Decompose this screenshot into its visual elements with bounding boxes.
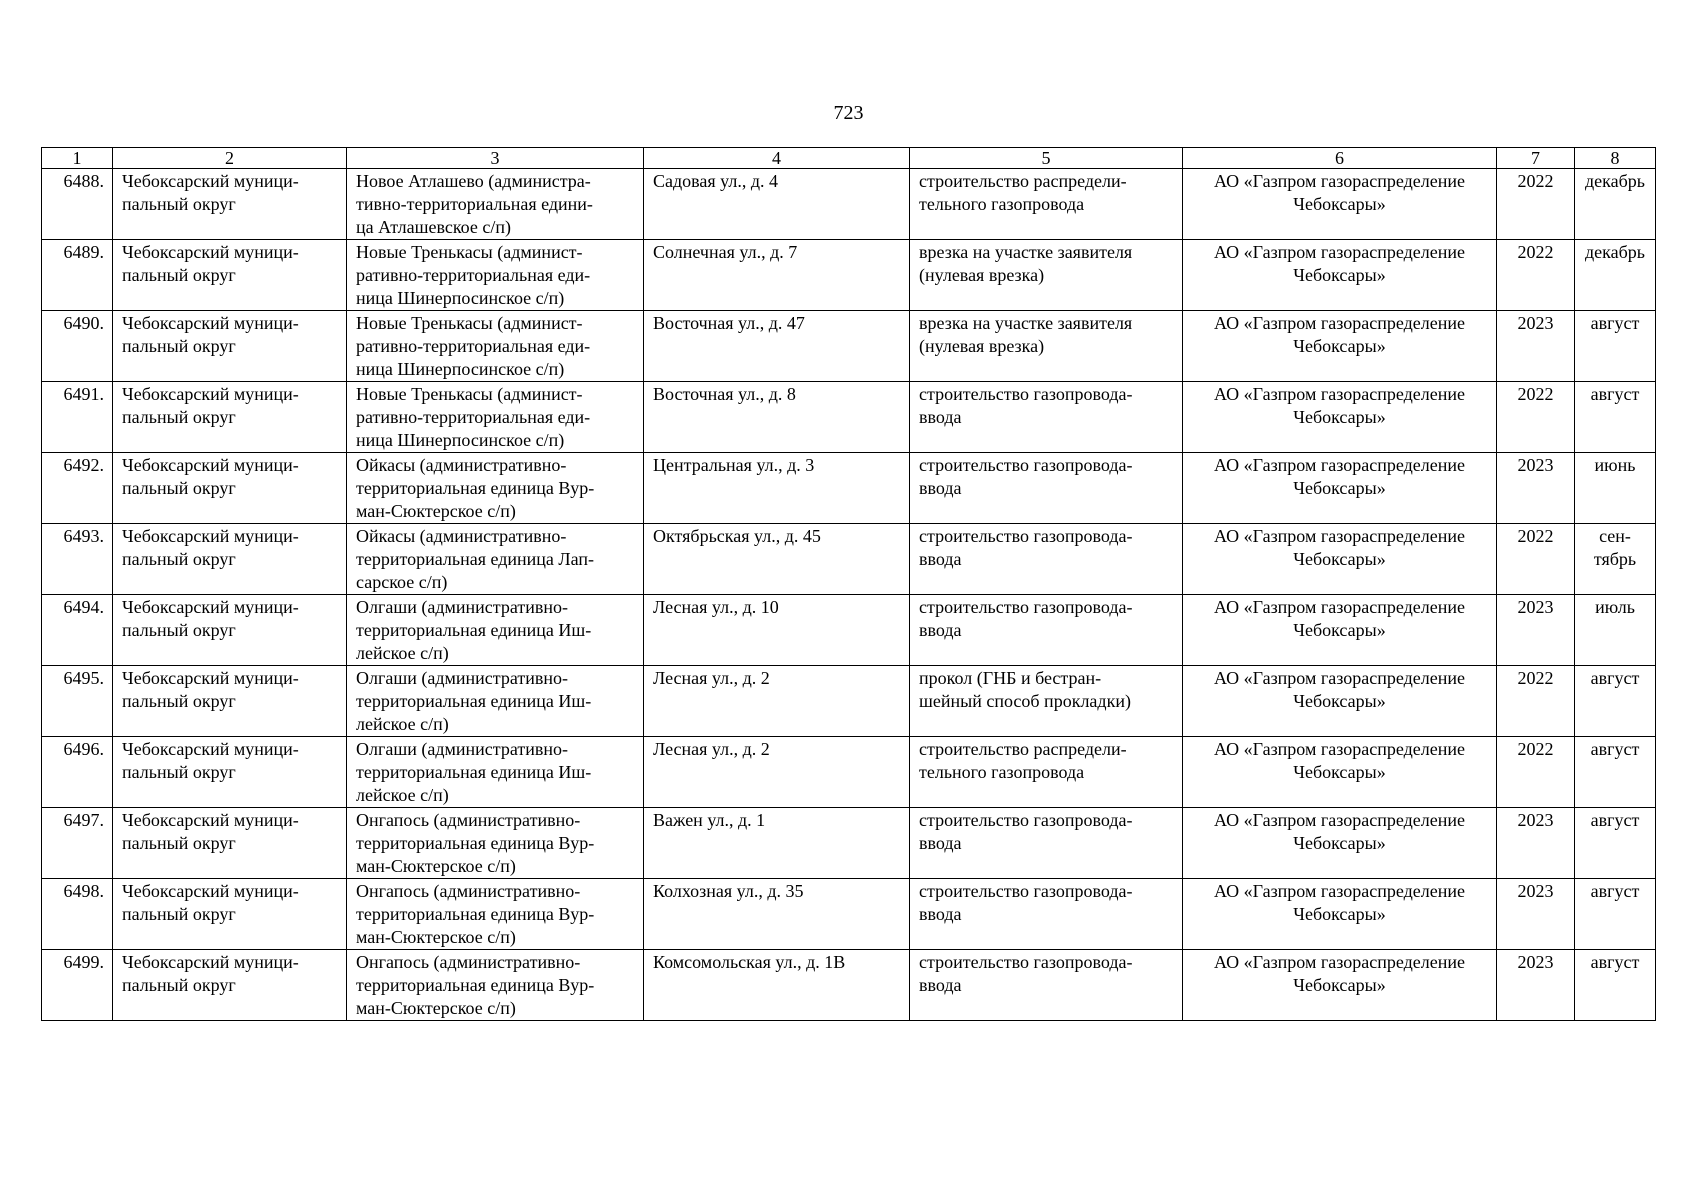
organization-cell: АО «Газпром газораспределение Чебоксары»	[1183, 240, 1497, 311]
works-table	[41, 147, 1656, 1021]
address-cell: Лесная ул., д. 2	[644, 737, 910, 808]
row-number-cell: 6490.	[42, 311, 113, 382]
column-header: 6	[1183, 148, 1497, 169]
year-cell: 2022	[1497, 524, 1575, 595]
table-row	[42, 595, 1656, 666]
organization-cell: АО «Газпром газораспределение Чебоксары»	[1183, 169, 1497, 240]
organization-cell: АО «Газпром газораспределение Чебоксары»	[1183, 453, 1497, 524]
month-cell: август	[1575, 879, 1656, 950]
settlement-cell: Онгапось (административно- территориальная единица Вур- ман-Сюктерское с/п)	[347, 879, 644, 950]
month-cell: август	[1575, 382, 1656, 453]
month-cell: сен- тябрь	[1575, 524, 1656, 595]
work-type-cell: прокол (ГНБ и бестран- шейный способ прокладки)	[910, 666, 1183, 737]
month-cell: август	[1575, 311, 1656, 382]
address-cell: Комсомольская ул., д. 1В	[644, 950, 910, 1021]
table-row	[42, 240, 1656, 311]
month-cell: август	[1575, 950, 1656, 1021]
work-type-cell: строительство газопровода- ввода	[910, 382, 1183, 453]
table-row	[42, 311, 1656, 382]
year-cell: 2023	[1497, 311, 1575, 382]
settlement-cell: Олгаши (административно- территориальная единица Иш- лейское с/п)	[347, 737, 644, 808]
row-number-cell: 6496.	[42, 737, 113, 808]
organization-cell: АО «Газпром газораспределение Чебоксары»	[1183, 595, 1497, 666]
address-cell: Восточная ул., д. 47	[644, 311, 910, 382]
organization-cell: АО «Газпром газораспределение Чебоксары»	[1183, 666, 1497, 737]
work-type-cell: строительство газопровода- ввода	[910, 950, 1183, 1021]
month-cell: август	[1575, 737, 1656, 808]
organization-cell: АО «Газпром газораспределение Чебоксары»	[1183, 311, 1497, 382]
settlement-cell: Новые Тренькасы (админист- ративно-территориальная еди- ница Шинерпосинское с/п)	[347, 382, 644, 453]
header-row	[42, 148, 1656, 169]
address-cell: Центральная ул., д. 3	[644, 453, 910, 524]
month-cell: август	[1575, 808, 1656, 879]
settlement-cell: Олгаши (административно- территориальная единица Иш- лейское с/п)	[347, 666, 644, 737]
municipality-cell: Чебоксарский муници- пальный округ	[113, 524, 347, 595]
municipality-cell: Чебоксарский муници- пальный округ	[113, 737, 347, 808]
address-cell: Садовая ул., д. 4	[644, 169, 910, 240]
year-cell: 2023	[1497, 808, 1575, 879]
page-number: 723	[833, 102, 864, 124]
column-header: 5	[910, 148, 1183, 169]
row-number-cell: 6497.	[42, 808, 113, 879]
table-row	[42, 879, 1656, 950]
column-header: 7	[1497, 148, 1575, 169]
row-number-cell: 6493.	[42, 524, 113, 595]
row-number-cell: 6495.	[42, 666, 113, 737]
municipality-cell: Чебоксарский муници- пальный округ	[113, 382, 347, 453]
month-cell: август	[1575, 666, 1656, 737]
row-number-cell: 6498.	[42, 879, 113, 950]
year-cell: 2023	[1497, 453, 1575, 524]
table-row	[42, 808, 1656, 879]
month-cell: июль	[1575, 595, 1656, 666]
municipality-cell: Чебоксарский муници- пальный округ	[113, 950, 347, 1021]
organization-cell: АО «Газпром газораспределение Чебоксары»	[1183, 524, 1497, 595]
settlement-cell: Новое Атлашево (администра- тивно-территориальная едини- ца Атлашевское с/п)	[347, 169, 644, 240]
table-row	[42, 169, 1656, 240]
address-cell: Важен ул., д. 1	[644, 808, 910, 879]
work-type-cell: строительство газопровода- ввода	[910, 524, 1183, 595]
municipality-cell: Чебоксарский муници- пальный округ	[113, 240, 347, 311]
organization-cell: АО «Газпром газораспределение Чебоксары»	[1183, 808, 1497, 879]
month-cell: декабрь	[1575, 240, 1656, 311]
month-cell: июнь	[1575, 453, 1656, 524]
address-cell: Лесная ул., д. 2	[644, 666, 910, 737]
work-type-cell: врезка на участке заявителя (нулевая врезка)	[910, 311, 1183, 382]
year-cell: 2022	[1497, 737, 1575, 808]
year-cell: 2023	[1497, 595, 1575, 666]
column-header: 3	[347, 148, 644, 169]
work-type-cell: строительство распредели- тельного газопровода	[910, 737, 1183, 808]
address-cell: Восточная ул., д. 8	[644, 382, 910, 453]
organization-cell: АО «Газпром газораспределение Чебоксары»	[1183, 382, 1497, 453]
month-cell: декабрь	[1575, 169, 1656, 240]
table-body	[42, 169, 1656, 1021]
row-number-cell: 6489.	[42, 240, 113, 311]
municipality-cell: Чебоксарский муници- пальный округ	[113, 311, 347, 382]
work-type-cell: строительство газопровода- ввода	[910, 595, 1183, 666]
organization-cell: АО «Газпром газораспределение Чебоксары»	[1183, 950, 1497, 1021]
settlement-cell: Ойкасы (административно- территориальная единица Лап- сарское с/п)	[347, 524, 644, 595]
organization-cell: АО «Газпром газораспределение Чебоксары»	[1183, 737, 1497, 808]
settlement-cell: Онгапось (административно- территориальная единица Вур- ман-Сюктерское с/п)	[347, 808, 644, 879]
table-row	[42, 950, 1656, 1021]
row-number-cell: 6494.	[42, 595, 113, 666]
year-cell: 2022	[1497, 169, 1575, 240]
year-cell: 2023	[1497, 950, 1575, 1021]
work-type-cell: врезка на участке заявителя (нулевая врезка)	[910, 240, 1183, 311]
table-row	[42, 737, 1656, 808]
municipality-cell: Чебоксарский муници- пальный округ	[113, 595, 347, 666]
settlement-cell: Олгаши (административно- территориальная единица Иш- лейское с/п)	[347, 595, 644, 666]
work-type-cell: строительство газопровода- ввода	[910, 808, 1183, 879]
settlement-cell: Онгапось (административно- территориальная единица Вур- ман-Сюктерское с/п)	[347, 950, 644, 1021]
municipality-cell: Чебоксарский муници- пальный округ	[113, 666, 347, 737]
column-header: 2	[113, 148, 347, 169]
work-type-cell: строительство распредели- тельного газопровода	[910, 169, 1183, 240]
table-row	[42, 666, 1656, 737]
table-row	[42, 453, 1656, 524]
municipality-cell: Чебоксарский муници- пальный округ	[113, 808, 347, 879]
row-number-cell: 6491.	[42, 382, 113, 453]
row-number-cell: 6499.	[42, 950, 113, 1021]
table-row	[42, 382, 1656, 453]
organization-cell: АО «Газпром газораспределение Чебоксары»	[1183, 879, 1497, 950]
settlement-cell: Новые Тренькасы (админист- ративно-территориальная еди- ница Шинерпосинское с/п)	[347, 311, 644, 382]
municipality-cell: Чебоксарский муници- пальный округ	[113, 453, 347, 524]
address-cell: Лесная ул., д. 10	[644, 595, 910, 666]
address-cell: Колхозная ул., д. 35	[644, 879, 910, 950]
work-type-cell: строительство газопровода- ввода	[910, 879, 1183, 950]
column-header: 1	[42, 148, 113, 169]
municipality-cell: Чебоксарский муници- пальный округ	[113, 169, 347, 240]
work-type-cell: строительство газопровода- ввода	[910, 453, 1183, 524]
year-cell: 2022	[1497, 382, 1575, 453]
year-cell: 2022	[1497, 666, 1575, 737]
row-number-cell: 6488.	[42, 169, 113, 240]
settlement-cell: Ойкасы (административно- территориальная единица Вур- ман-Сюктерское с/п)	[347, 453, 644, 524]
column-header: 8	[1575, 148, 1656, 169]
table-header	[42, 148, 1656, 169]
municipality-cell: Чебоксарский муници- пальный округ	[113, 879, 347, 950]
settlement-cell: Новые Тренькасы (админист- ративно-территориальная еди- ница Шинерпосинское с/п)	[347, 240, 644, 311]
table-row	[42, 524, 1656, 595]
year-cell: 2022	[1497, 240, 1575, 311]
address-cell: Октябрьская ул., д. 45	[644, 524, 910, 595]
year-cell: 2023	[1497, 879, 1575, 950]
row-number-cell: 6492.	[42, 453, 113, 524]
column-header: 4	[644, 148, 910, 169]
address-cell: Солнечная ул., д. 7	[644, 240, 910, 311]
